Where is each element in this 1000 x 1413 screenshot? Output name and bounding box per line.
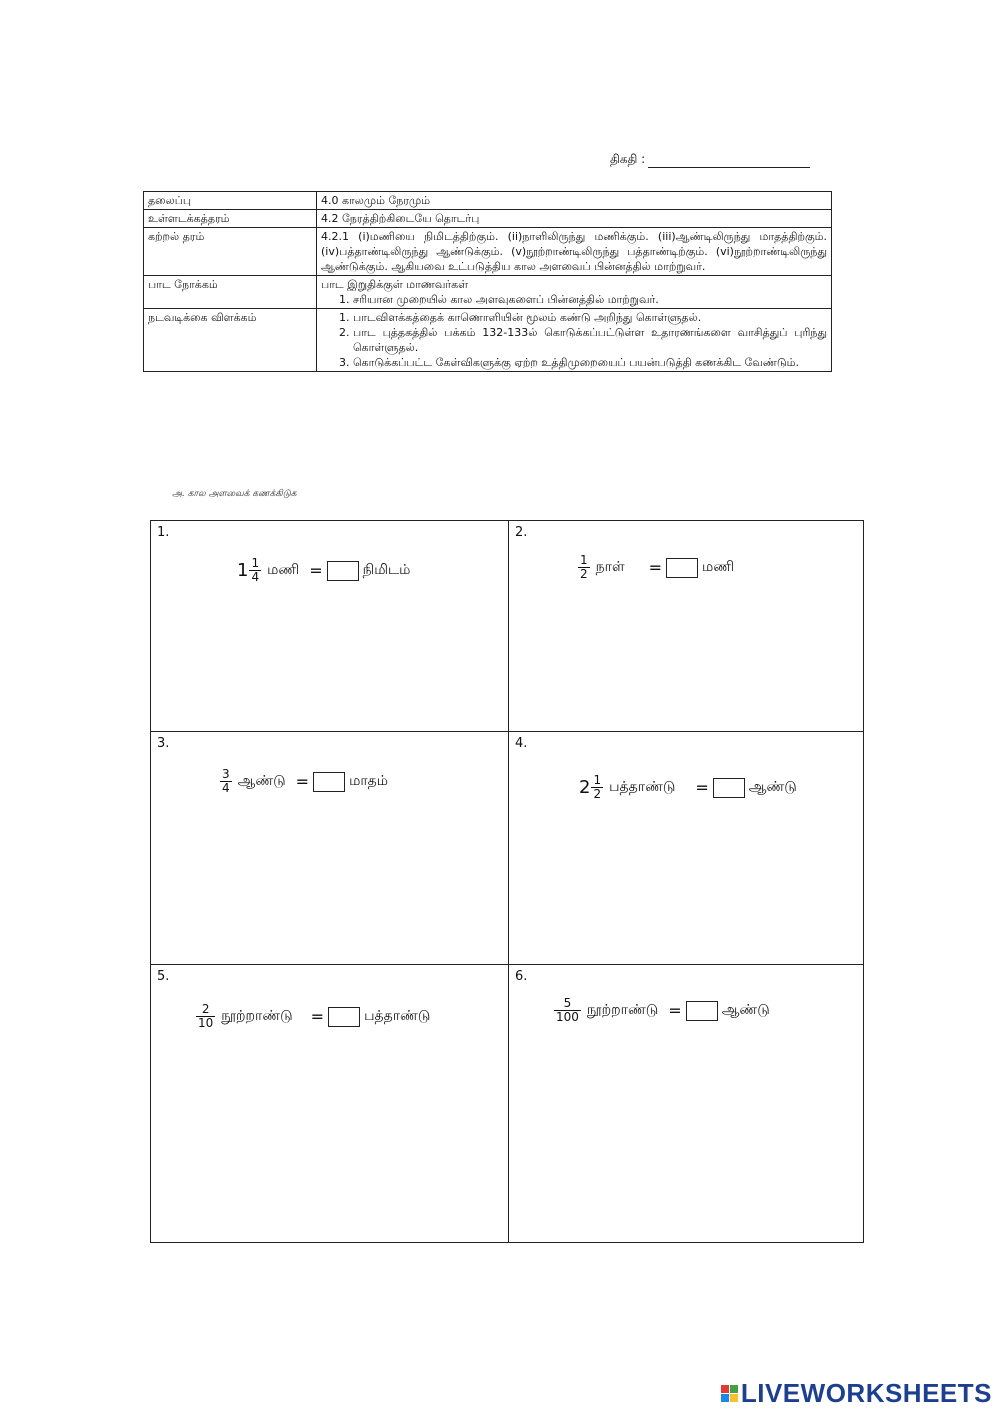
question-number: 5.: [157, 969, 170, 984]
from-unit: நூற்றாண்டு: [586, 1001, 659, 1018]
fraction: [554, 997, 581, 1024]
numerator: 5: [563, 996, 572, 1010]
question-cell-3: [151, 732, 509, 965]
answer-input-box[interactable]: [666, 558, 698, 578]
row-value: [317, 309, 832, 372]
list-item: 1. பாடவிளக்கத்தைக் காணொளியின் மூலம் கண்டு அறிந்து கொள்ளுதல்.: [353, 310, 827, 325]
equals-sign: =: [310, 1007, 325, 1026]
row-value: [317, 276, 832, 309]
from-unit: மணி: [267, 561, 300, 578]
answer-input-box[interactable]: [327, 561, 359, 581]
denominator: 2: [580, 567, 588, 581]
fraction: [196, 1003, 215, 1030]
question-equation: [219, 768, 398, 795]
list-item: 1. சரியான முறையில் கால அளவுகளைப் பின்னத்தில் மாற்றுவர்.: [353, 292, 827, 307]
question-cell-4: [509, 732, 863, 965]
question-cell-6: [509, 965, 863, 1242]
answer-input-box[interactable]: [313, 772, 345, 792]
row-key: கற்றல் தரம்: [144, 228, 317, 276]
logo-square: [721, 1394, 729, 1402]
lesson-plan-table: [143, 191, 832, 372]
question-number: 3.: [157, 736, 170, 751]
row-value: 4.2.1 (i)மணியை நிமிடத்திற்கும். (ii)நாளிலிருந்து மணிக்கும். (iii)ஆண்டிலிருந்து மாதத்திற்கும். (iv)பத்தாண்டிலிருந்து ஆண்டுக்கும். (v)நூற்றாண்டிலிருந்து பத்தாண்டிற்கும். (vi)நூற்றாண்டிலிருந்து ஆண்டுக்கும். ஆகியவை உட்படுத்திய கால அளவைப் பின்னத்தில் மாற்றுவர்.: [317, 228, 832, 276]
from-unit: ஆண்டு: [237, 772, 286, 789]
activity-list: [321, 310, 827, 370]
date-blank-line: [648, 155, 810, 168]
table-row: [144, 228, 832, 276]
whole-number: 2: [579, 777, 591, 798]
denominator: 10: [198, 1016, 214, 1030]
numerator: 1: [251, 556, 260, 570]
exercise-instruction: அ. கால அளவைக் கணக்கிடுக: [172, 489, 297, 499]
question-equation: [577, 554, 744, 581]
denominator: 100: [556, 1010, 579, 1024]
to-unit: பத்தாண்டு: [364, 1007, 431, 1024]
list-item: 2. பாட புத்தகத்தில் பக்கம் 132-133ல் கொடுக்கப்பட்டுள்ள உதாரணங்களை வாசித்துப் புரிந்து கொள்ளுதல்.: [353, 325, 827, 355]
question-cell-1: [151, 521, 509, 732]
numerator: 2: [201, 1002, 210, 1016]
equals-sign: =: [648, 558, 662, 577]
question-number: 6.: [515, 969, 528, 984]
equals-sign: =: [295, 772, 310, 791]
to-unit: நிமிடம்: [362, 561, 411, 578]
question-equation: [195, 1003, 440, 1030]
table-row: [144, 309, 832, 372]
to-unit: ஆண்டு: [721, 1001, 770, 1018]
row-key: தலைப்பு: [144, 192, 317, 210]
answer-input-box[interactable]: [713, 778, 745, 798]
fraction: [591, 774, 603, 801]
question-number: 4.: [515, 736, 528, 751]
numerator: 1: [580, 553, 588, 567]
answer-input-box[interactable]: [686, 1001, 718, 1021]
denominator: 4: [222, 781, 230, 795]
logo-square: [730, 1394, 738, 1402]
question-cell-5: [151, 965, 509, 1242]
question-grid: [150, 520, 864, 1243]
whole-number: 1: [237, 560, 249, 581]
from-unit: நாள்: [595, 558, 625, 575]
denominator: 2: [593, 787, 602, 801]
to-unit: மணி: [701, 558, 735, 575]
to-unit: ஆண்டு: [748, 778, 797, 795]
question-equation: [579, 774, 807, 801]
date-field: [610, 152, 810, 168]
logo-text: LIVEWORKSHEETS: [740, 1378, 992, 1408]
numerator: 1: [593, 773, 602, 787]
numerator: 3: [222, 767, 230, 781]
fraction: [249, 557, 261, 584]
logo-square: [730, 1385, 738, 1393]
fraction: [220, 768, 232, 795]
fraction: [578, 554, 590, 581]
question-number: 1.: [157, 525, 170, 540]
from-unit: நூற்றாண்டு: [221, 1007, 293, 1024]
answer-input-box[interactable]: [328, 1007, 360, 1027]
table-row: [144, 276, 832, 309]
liveworksheets-logo[interactable]: [721, 1378, 992, 1409]
row-value: 4.0 காலமும் நேரமும்: [317, 192, 832, 210]
from-unit: பத்தாண்டு: [609, 778, 676, 795]
equals-sign: =: [309, 561, 323, 580]
question-equation: [553, 997, 780, 1024]
date-label: திகதி :: [610, 152, 646, 166]
table-row: [144, 192, 832, 210]
list-item: 3. கொடுக்கப்பட்ட கேள்விகளுக்கு ஏற்ற உத்திமுறையைப் பயன்படுத்தி கணக்கிட வேண்டும்.: [353, 355, 827, 370]
objective-list: [321, 292, 827, 307]
row-value: 4.2 நேரத்திற்கிடையே தொடர்பு: [317, 210, 832, 228]
question-number: 2.: [515, 525, 528, 540]
question-cell-2: [509, 521, 863, 732]
equals-sign: =: [695, 778, 709, 797]
row-key: நடவடிக்கை விளக்கம்: [144, 309, 317, 372]
equals-sign: =: [668, 1001, 682, 1020]
logo-square: [721, 1385, 729, 1393]
row-key: உள்ளடக்கத்தரம்: [144, 210, 317, 228]
objective-intro: பாட இறுதிக்குள் மாணவர்கள்: [321, 278, 469, 291]
logo-icon: [721, 1385, 738, 1402]
denominator: 4: [251, 570, 260, 584]
table-row: [144, 210, 832, 228]
question-equation: [237, 557, 420, 584]
to-unit: மாதம்: [349, 772, 389, 789]
row-key: பாட நோக்கம்: [144, 276, 317, 309]
